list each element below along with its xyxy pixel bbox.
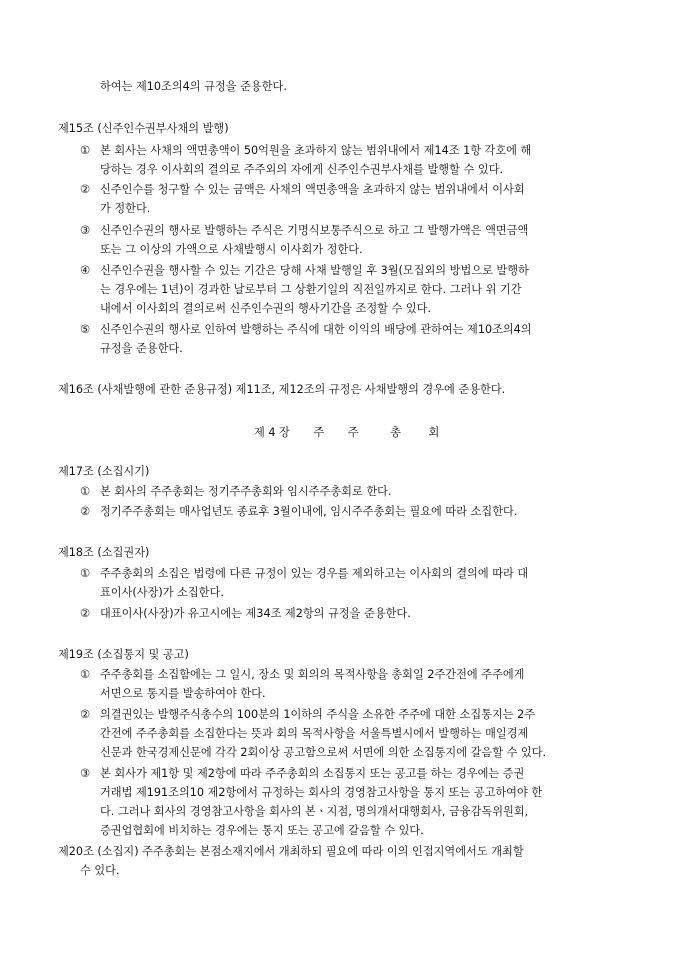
art19-item-2-line: 신문과 한국경제신문에 각각 2회이상 공고함으로써 서면에 의한 소집통지에 갈음할 수 있다. bbox=[100, 746, 547, 759]
art15-item-1-number: ① bbox=[80, 144, 91, 157]
art18-item-2-line: 대표이사(사장)가 유고시에는 제34조 제2항의 규정을 준용한다. bbox=[100, 607, 411, 620]
art15-item-2-line: 가 정한다. bbox=[100, 202, 151, 215]
art15-item-3-line: 신주인수권의 행사로 발행하는 주식은 기명식보통주식으로 하고 그 발행가액은 액면금액 bbox=[100, 224, 529, 237]
art15-item-1-line: 본 회사는 사채의 액면총액이 50억원을 초과하지 않는 범위내에서 제14조 1항 각호에 해 bbox=[100, 144, 532, 157]
art15-item-4-number: ④ bbox=[80, 264, 91, 277]
art19-item-1-number: ① bbox=[80, 668, 91, 681]
art15-item-4-line: 는 경우에는 1년)이 경과한 날로부터 그 상환기일의 직전일까지로 한다. 그러나 위 기간 bbox=[100, 283, 522, 296]
art15-item-4-line: 내에서 이사회의 결의로써 신주인수권의 행사기간을 조정할 수 있다. bbox=[100, 302, 432, 315]
art19-item-3-line: 본 회사가 제1항 및 제2항에 따라 주주총회의 소집통지 또는 공고를 하는 경우에는 증권 bbox=[100, 767, 525, 780]
art19-item-1-line: 서면으로 통지를 발송하여야 한다. bbox=[100, 687, 266, 700]
chapter-4-heading bbox=[254, 425, 439, 440]
art15-item-3-line: 또는 그 이상의 가액으로 사채발행시 이사회가 정한다. bbox=[100, 243, 363, 256]
art18-item-1-line: 표이사(사장)가 소집한다. bbox=[100, 586, 224, 599]
art15-item-1-line: 당하는 경우 이사회의 결의로 주주외의 자에게 신주인수권부사채를 발행할 수 있다. bbox=[100, 163, 504, 176]
art19-item-3-line: 거래법 제191조의10 제2항에서 규정하는 회사의 경영참고사항을 통지 또는 공고하여야 한 bbox=[100, 786, 543, 799]
art19-item-3-line: 다. 그러나 회사의 경영참고사항을 회사의 본ㆍ지점, 명의개서대행회사, 금융감독위원회, bbox=[100, 805, 529, 818]
art17-item-2-line: 정기주주총회는 매사업년도 종료후 3월이내에, 임시주주총회는 필요에 따라 소집한다. bbox=[100, 505, 518, 518]
chapter-title-char: 총 bbox=[390, 426, 401, 439]
art17-item-1-number: ① bbox=[80, 485, 91, 498]
article-20-line: 수 있다. bbox=[80, 864, 120, 877]
art18-item-1-number: ① bbox=[80, 567, 91, 580]
art17-item-1-line: 본 회사의 주주총회는 정기주주총회와 임시주주총회로 한다. bbox=[100, 485, 392, 498]
art19-item-2-line: 간전에 주주총회를 소집한다는 뜻과 회의 목적사항을 서울특별시에서 발행하는 매일경제 bbox=[100, 727, 529, 740]
art19-item-3-number: ③ bbox=[80, 767, 91, 780]
chapter-number: 제 4 장 bbox=[254, 426, 290, 439]
art15-item-5-line: 규정을 준용한다. bbox=[100, 342, 183, 355]
article-18-title: 제18조 (소집권자) bbox=[58, 546, 150, 559]
art18-item-1-line: 주주총회의 소집은 법령에 다른 규정이 있는 경우를 제외하고는 이사회의 결의에 따라 대 bbox=[100, 567, 529, 580]
art19-item-3-line: 증권업협회에 비치하는 경우에는 통지 또는 공고에 갈음할 수 있다. bbox=[100, 824, 424, 837]
art19-item-2-line: 의결권있는 발행주식총수의 100분의 1이하의 주식을 소유한 주주에 대한 소집통지는 2주 bbox=[100, 708, 536, 721]
art17-item-2-number: ② bbox=[80, 505, 91, 518]
article-15-title: 제15조 (신주인수권부사채의 발행) bbox=[58, 122, 229, 135]
chapter-title-char: 회 bbox=[428, 426, 440, 439]
art15-item-4-line: 신주인수권을 행사할 수 있는 기간은 당해 사채 발행일 후 3월(모집외의 방법으로 발행하 bbox=[100, 264, 529, 277]
intro-line: 하여는 제10조의4의 규정을 준용한다. bbox=[100, 80, 287, 93]
art15-item-2-line: 신주인수를 청구할 수 있는 금액은 사채의 액면총액을 초과하지 않는 범위내에서 이사회 bbox=[100, 183, 525, 196]
art19-item-2-number: ② bbox=[80, 708, 91, 721]
art15-item-3-number: ③ bbox=[80, 224, 91, 237]
art15-item-5-line: 신주인수권의 행사로 인하여 발행하는 주식에 대한 이익의 배당에 관하여는 제10조의4의 bbox=[100, 323, 532, 336]
article-16: 제16조 (사채발행에 관한 준용규정) 제11조, 제12조의 규정은 사채발행의 경우에 준용한다. bbox=[58, 383, 506, 396]
article-20-line: 제20조 (소집지) 주주총회는 본점소재지에서 개최하되 필요에 따라 이의 인접지역에서도 개최할 bbox=[58, 845, 524, 858]
art15-item-2-number: ② bbox=[80, 183, 91, 196]
chapter-title-char: 주 bbox=[313, 426, 325, 439]
article-17-title: 제17조 (소집시기) bbox=[58, 465, 150, 478]
art18-item-2-number: ② bbox=[80, 607, 91, 620]
art15-item-5-number: ⑤ bbox=[80, 323, 91, 336]
article-19-title: 제19조 (소집통지 및 공고) bbox=[58, 648, 189, 661]
chapter-title-char: 주 bbox=[347, 426, 359, 439]
art19-item-1-line: 주주총회를 소집함에는 그 일시, 장소 및 회의의 목적사항을 총회일 2주간전에 주주에게 bbox=[100, 668, 525, 681]
